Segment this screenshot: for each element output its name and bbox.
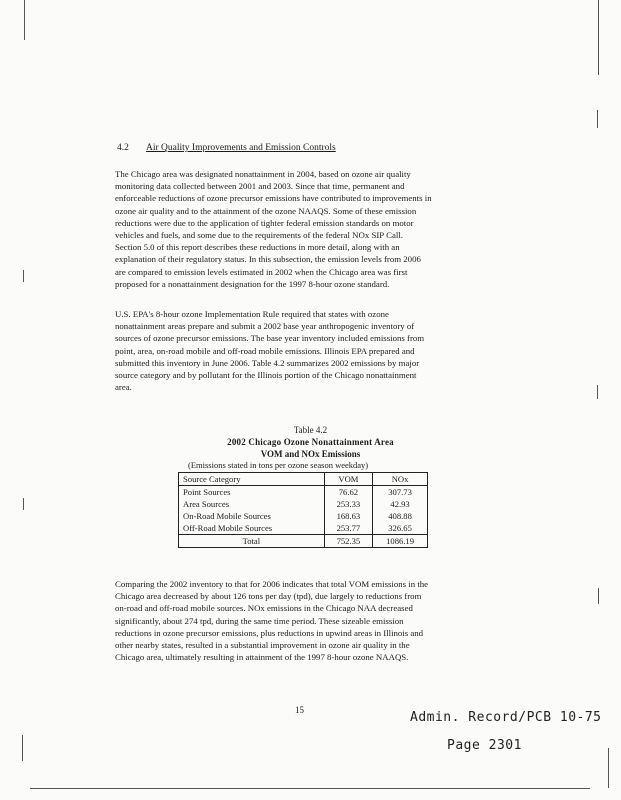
cell-total-vom: 752.35 (324, 535, 372, 548)
paragraph-2006-comparison (115, 578, 493, 663)
text-line: point, area, on-road mobile and off-road mobile emissions. Illinois EPA prepared and (115, 345, 415, 356)
text-line: Comparing the 2002 inventory to that for 2006 indicates that total VOM emissions in the (115, 579, 429, 589)
text-line: monitoring data collected between 2001 and 2003. Since that time, permanent and (115, 181, 405, 192)
scan-artifact-left-1 (23, 270, 24, 282)
cell-vom: 253.33 (324, 498, 372, 510)
text-line: nonattainment areas prepare and submit a 2002 base year anthropogenic inventory of (115, 321, 415, 332)
scan-artifact-right-2 (597, 110, 598, 128)
cell-vom: 76.62 (324, 486, 372, 499)
table-title: 2002 Chicago Ozone Nonattainment Area (227, 437, 394, 447)
text-line: reductions in ozone precursor emissions, plus reductions in upwind areas in Illinois and (115, 627, 424, 638)
scan-artifact-top-left (24, 0, 25, 40)
scan-artifact-right-5 (608, 748, 609, 788)
table-label: Table 4.2 (293, 425, 328, 435)
text-line: other nearby states, resulted in a substantial improvement in ozone air quality in the (115, 640, 410, 651)
cell-nox: 307.73 (373, 486, 428, 499)
scan-artifact-right-1 (598, 0, 599, 75)
cell-category: Area Sources (183, 499, 230, 509)
text-line: are compared to emission levels estimated in 2002 when the Chicago area was first (115, 266, 408, 277)
table-header-row (179, 473, 428, 486)
text-line: submitted this inventory in June 2006. Table 4.2 summarizes 2002 emissions by major (115, 357, 420, 368)
emissions-table (178, 472, 428, 548)
paragraph-base-year-inventory (115, 308, 493, 393)
scan-artifact-bottom (30, 788, 590, 789)
text-line: enforceable reductions of ozone precursor emissions have contributed to improvements in (115, 193, 432, 204)
text-line: vehicles and fuels, and some due to the requirements of the federal NOx SIP Call. (115, 230, 403, 241)
table-subtitle: VOM and NOx Emissions (260, 449, 361, 459)
table-units-note: (Emissions stated in tons per ozone season weekday) (188, 460, 369, 470)
table-total-row (179, 535, 428, 548)
text-line: sources of ozone precursor emissions. The base year inventory included emissions from (115, 333, 425, 344)
text-line: on-road and off-road mobile sources. NOx emissions in the Chicago NAA decreased (115, 603, 413, 614)
header-vom: VOM (324, 473, 372, 486)
cell-total-nox: 1086.19 (373, 535, 428, 548)
scan-artifact-left-2 (23, 498, 24, 510)
cell-category: Point Sources (183, 487, 231, 497)
text-line: Section 5.0 of this report describes these reductions in more detail, along with an (115, 242, 400, 253)
text-line: area. (115, 382, 132, 393)
text-line: explanation of their regulatory status. In this subsection, the emission levels from 2006 (115, 254, 421, 265)
text-line: Chicago area decreased by about 126 tons per day (tpd), due largely to reductions from (115, 591, 422, 602)
section-title: Air Quality Improvements and Emission Controls (146, 143, 336, 153)
admin-record-stamp: Admin. Record/PCB 10-75 (410, 710, 602, 725)
paragraph-attainment-intro (115, 168, 493, 290)
table-row (179, 522, 428, 535)
scan-artifact-right-3 (597, 385, 598, 399)
text-line: significantly, about 274 tpd, during the same time period. These sizeable emission (115, 615, 404, 626)
text-line: Chicago area, ultimately resulting in attainment of the 1997 8-hour ozone NAAQS. (115, 652, 409, 663)
text-line: U.S. EPA's 8-hour ozone Implementation Rule required that states with ozone (115, 309, 389, 319)
table-row (179, 486, 428, 499)
cell-total-label: Total (179, 535, 325, 548)
text-line: ozone air quality and to the attainment of the ozone NAAQS. Some of these emission (115, 205, 417, 216)
section-heading (117, 143, 336, 153)
scan-artifact-right-4 (598, 588, 599, 604)
record-page-stamp: Page 2301 (447, 738, 522, 753)
text-line: reductions were due to the application of tighter federal emission standards on motor (115, 217, 414, 228)
cell-category: Off-Road Mobile Sources (183, 523, 273, 533)
table-row (179, 510, 428, 522)
page-number: 15 (295, 705, 304, 715)
cell-nox: 408.88 (373, 510, 428, 522)
cell-vom: 253.77 (324, 522, 372, 535)
text-line: proposed for a nonattainment designation for the 1997 8-hour ozone standard. (115, 278, 390, 289)
scan-artifact-left-3 (22, 735, 23, 761)
text-line: source category and by pollutant for the Illinois portion of the Chicago nonattainment (115, 370, 417, 381)
table-row (179, 498, 428, 510)
cell-nox: 42.93 (373, 498, 428, 510)
cell-nox: 326.65 (373, 522, 428, 535)
header-nox: NOx (373, 473, 428, 486)
text-line: The Chicago area was designated nonattainment in 2004, based on ozone air quality (115, 169, 411, 179)
header-source-category: Source Category (179, 473, 325, 486)
cell-vom: 168.63 (324, 510, 372, 522)
section-number: 4.2 (117, 143, 129, 153)
cell-category: On-Road Mobile Sources (183, 511, 271, 521)
